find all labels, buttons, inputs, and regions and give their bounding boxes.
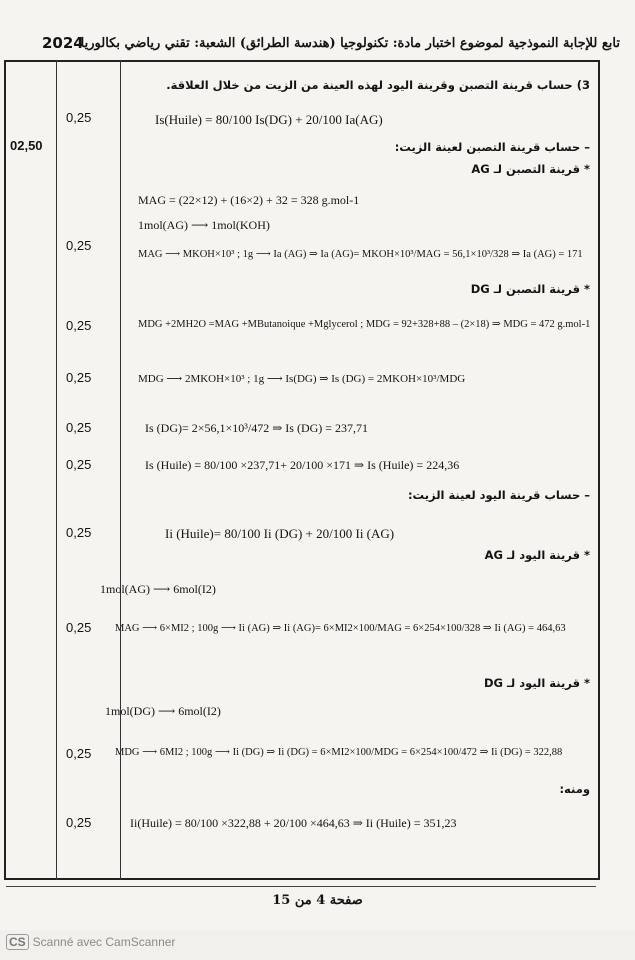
equation: MAG = (22×12) + (16×2) + 32 = 328 g.mol-1 xyxy=(138,193,360,207)
question-heading: 3) حساب قرينة التصبن وقرينة اليود لهذه العينة من الزيت من خلال العلاقة. xyxy=(166,78,590,92)
row-score: 0,25 xyxy=(66,318,92,333)
row-score: 0,25 xyxy=(66,815,92,830)
equation: MDG ⟶ 2MKOH×10³ ; 1g ⟶ Is(DG) ⇒ Is (DG) = 2MKOH×10³/MDG xyxy=(138,373,466,385)
row-score: 0,25 xyxy=(66,457,92,472)
section-heading: – حساب قرينة التصبن لعينة الزيت: xyxy=(394,140,590,154)
row-score: 0,25 xyxy=(66,110,92,125)
equation: MAG ⟶ MKOH×10³ ; 1g ⟶ Ia (AG) ⇒ Ia (AG)= MKOH×10³/MAG = 56,1×10³/328 ⇒ Ia (AG) = 171 xyxy=(138,249,583,260)
total-score: 02,50 xyxy=(10,138,43,153)
subsection-heading: * قرينة اليود لـ DG xyxy=(483,676,590,690)
scanner-text: Scanné avec CamScanner xyxy=(32,935,176,949)
equation: Is (DG)= 2×56,1×10³/472 ⇒ Is (DG) = 237,71 xyxy=(145,421,369,435)
row-score: 0,25 xyxy=(66,370,92,385)
subsection-heading: * قرينة التصبن لـ AG xyxy=(471,162,590,176)
divider xyxy=(6,886,596,887)
row-score: 0,25 xyxy=(66,746,92,761)
equation: 1mol(AG) ⟶ 1mol(KOH) xyxy=(138,218,270,232)
equation: 1mol(DG) ⟶ 6mol(I2) xyxy=(105,704,221,718)
equation: MDG ⟶ 6MI2 ; 100g ⟶ Ii (DG) ⇒ Ii (DG) = 6×MI2×100/MDG = 6×254×100/472 ⇒ Ii (DG) = 322,88 xyxy=(115,747,563,758)
subsection-heading: * قرينة اليود لـ AG xyxy=(484,548,590,562)
row-score: 0,25 xyxy=(66,420,92,435)
section-heading: ومنه: xyxy=(559,782,590,796)
page-header xyxy=(40,30,620,62)
equation: Ii (Huile)= 80/100 Ii (DG) + 20/100 Ii (AG) xyxy=(165,526,395,541)
page-number: صفحة 4 من 15 xyxy=(272,893,363,908)
equation: MAG ⟶ 6×MI2 ; 100g ⟶ Ii (AG) ⇒ Ii (AG)= 6×MI2×100/MAG = 6×254×100/328 ⇒ Ii (AG) = 464,63 xyxy=(115,623,566,634)
equation: Is (Huile) = 80/100 ×237,71+ 20/100 ×171 ⇒ Is (Huile) = 224,36 xyxy=(145,458,460,472)
row-score: 0,25 xyxy=(66,238,92,253)
subsection-heading: * قرينة التصبن لـ DG xyxy=(470,282,590,296)
equation: 1mol(AG) ⟶ 6mol(I2) xyxy=(100,582,216,596)
equation: Is(Huile) = 80/100 Is(DG) + 20/100 Ia(AG) xyxy=(155,112,383,127)
header-year: 2024 xyxy=(42,34,84,52)
column-divider xyxy=(56,60,57,880)
row-score: 0,25 xyxy=(66,525,92,540)
equation: Ii(Huile) = 80/100 ×322,88 + 20/100 ×464,63 ⇒ Ii (Huile) = 351,23 xyxy=(130,816,457,830)
row-score: 0,25 xyxy=(66,620,92,635)
camscanner-logo-icon: CS xyxy=(6,934,29,950)
scanner-watermark xyxy=(6,934,175,950)
section-heading: – حساب قرينة اليود لعينة الزيت: xyxy=(407,488,590,502)
header-title: تابع للإجابة النموذجية لموضوع اختبار مادة: تكنولوجيا (هندسة الطرائق) الشعبة: تقني رياضي بكالوريا xyxy=(80,36,620,51)
equation: MDG +2MH2O =MAG +MButanoique +Mglycerol ; MDG = 92+328+88 – (2×18) ⇒ MDG = 472 g.mol-1 xyxy=(138,319,591,330)
